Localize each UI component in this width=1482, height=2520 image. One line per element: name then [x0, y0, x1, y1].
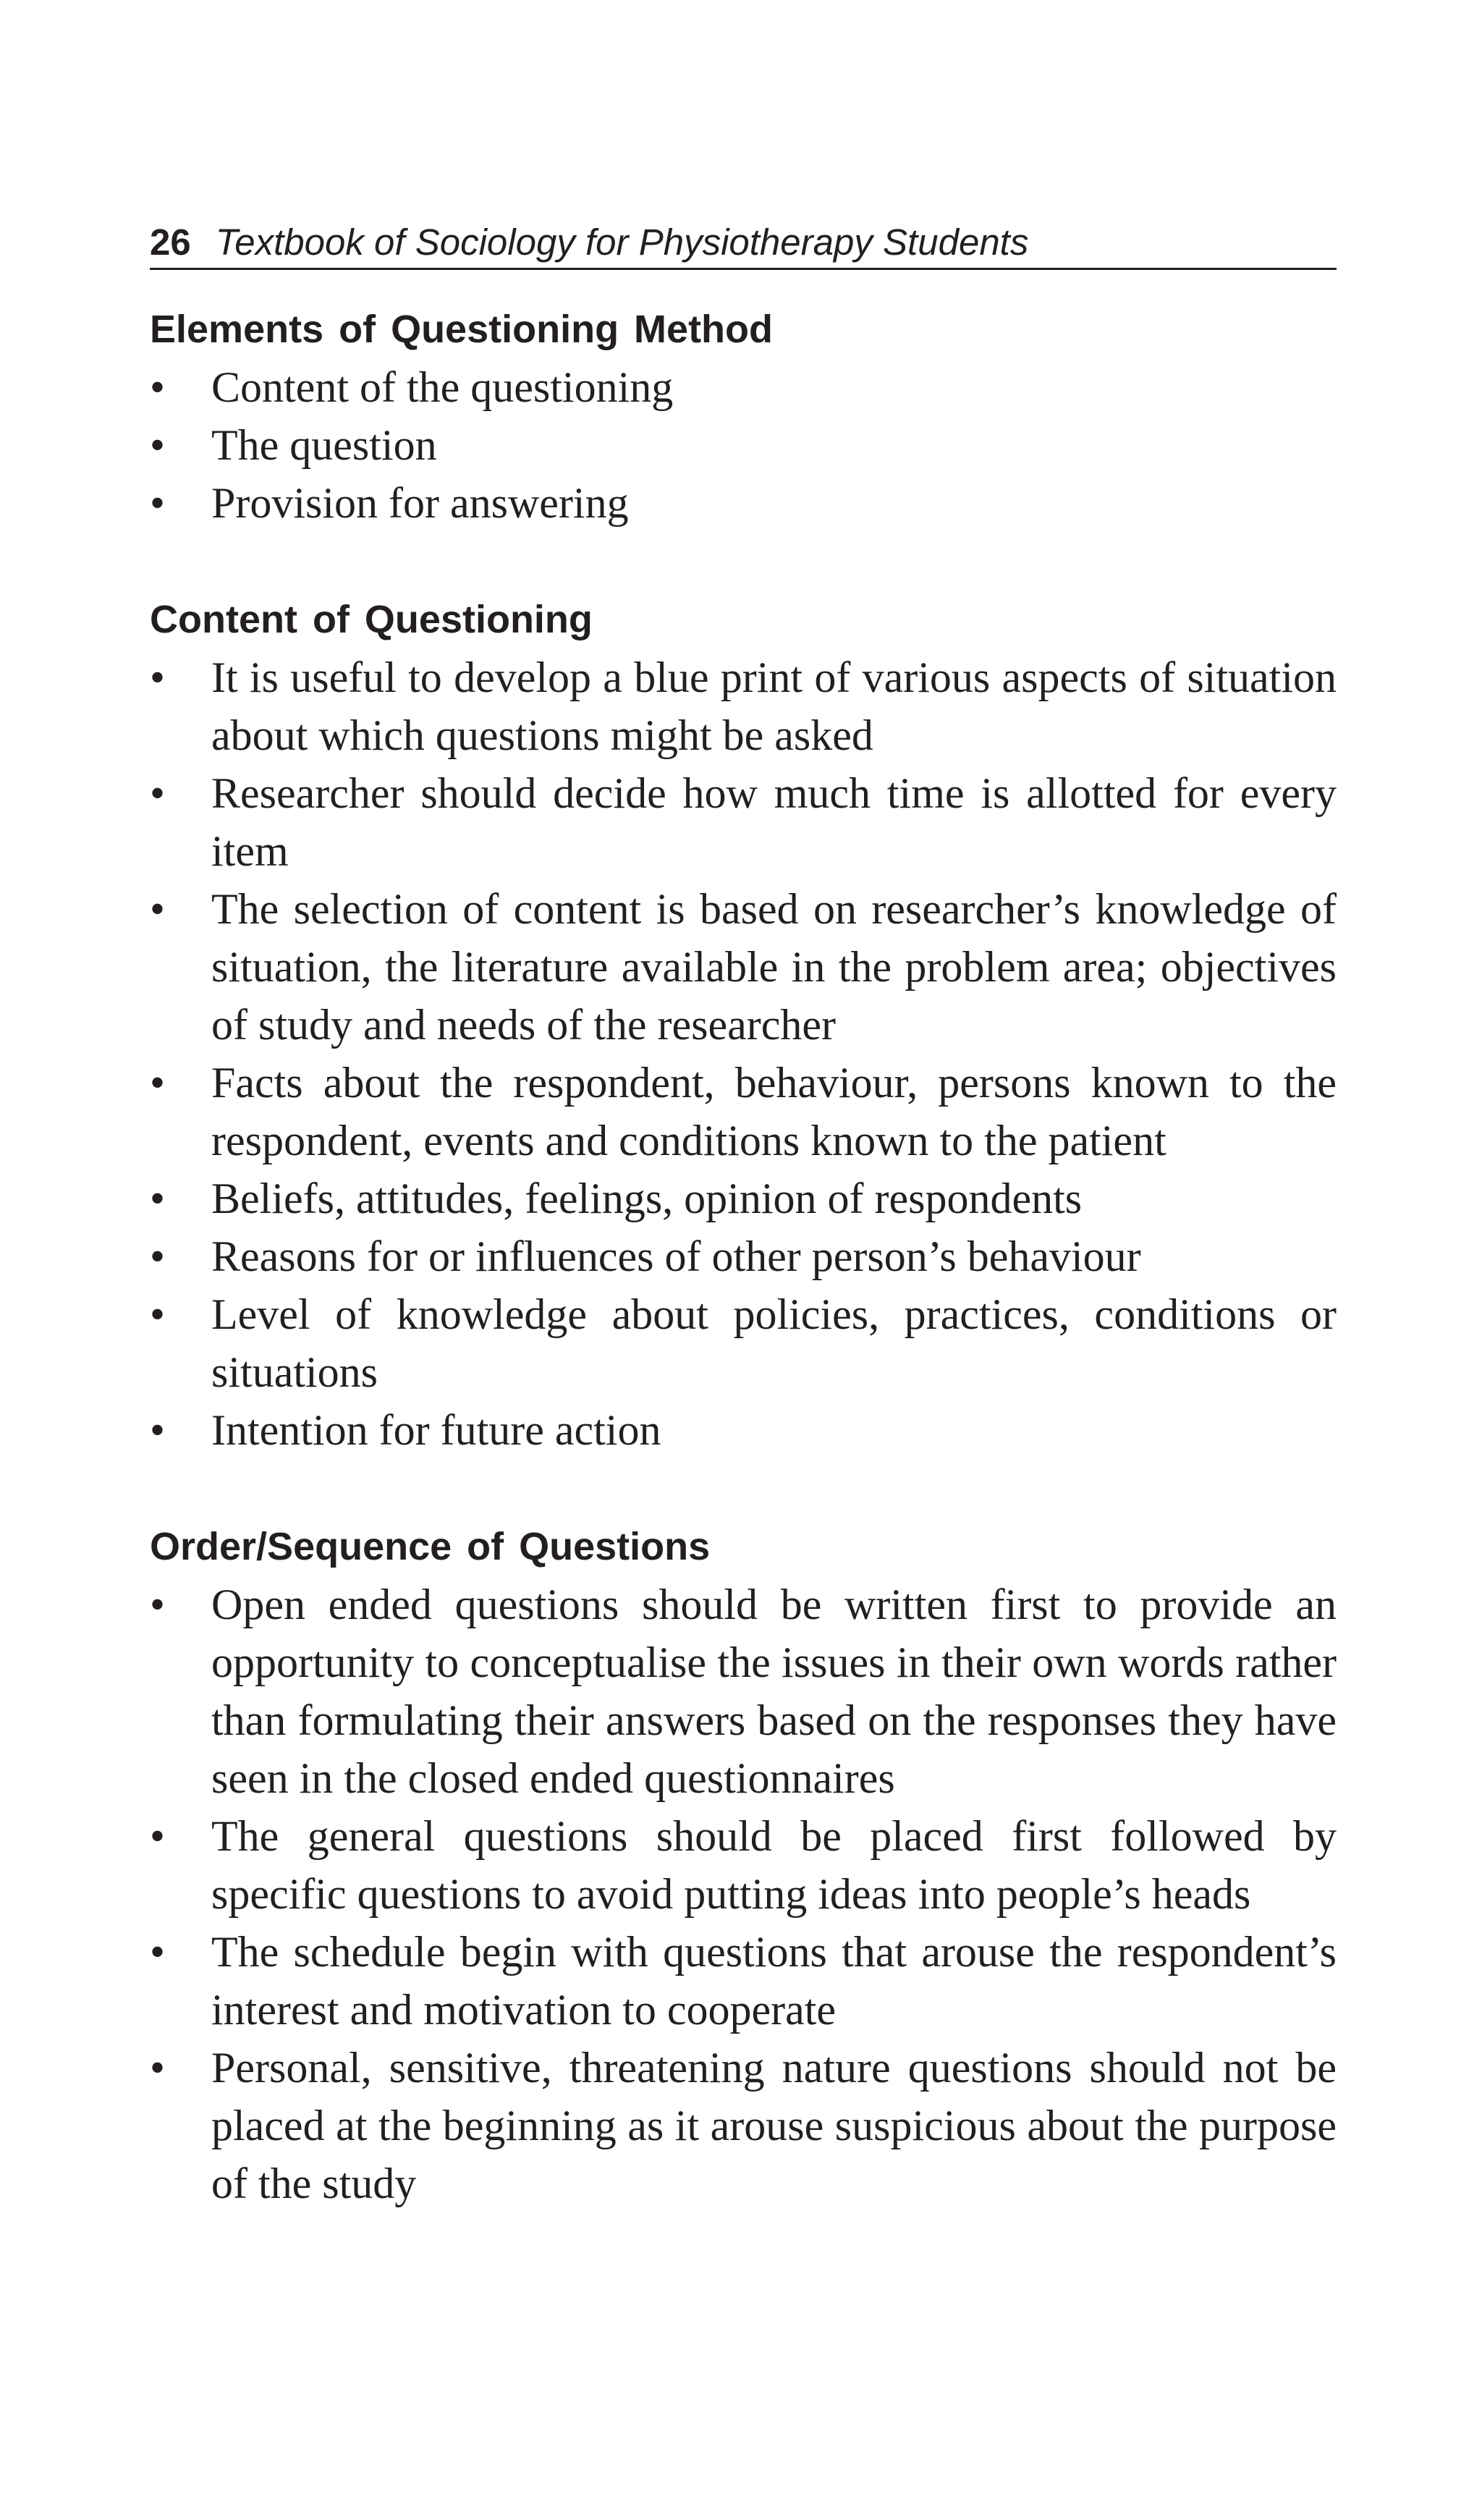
list-item-text: Researcher should decide how much time is allotted for every item [211, 769, 1337, 875]
list-item-text: Intention for future action [211, 1406, 661, 1454]
list-item [150, 358, 1337, 416]
list-item-text: Facts about the respondent, behaviour, persons known to the respondent, events and conditions known to the patient [211, 1059, 1337, 1164]
bullet-list [150, 358, 1337, 532]
list-item [150, 1054, 1337, 1170]
list-item-text: Content of the questioning [211, 363, 674, 411]
list-item-text: Provision for answering [211, 479, 629, 527]
book-page [150, 217, 1337, 2212]
section-heading: Order/Sequence of Questions [150, 1525, 711, 1568]
bullet-icon: • [150, 654, 166, 701]
list-item-text: Open ended questions should be written first to provide an opportunity to conceptualise the issues in their own words rather than formulating their answers based on the responses they have seen in the closed ended questionnaires [211, 1581, 1337, 1802]
running-title: Textbook of Sociology for Physiotherapy Students [215, 221, 1029, 263]
bullet-icon: • [150, 885, 166, 933]
list-item-text: It is useful to develop a blue print of various aspects of situation about which questions might be asked [211, 654, 1337, 759]
list-item [150, 1285, 1337, 1401]
list-item [150, 1227, 1337, 1285]
section-heading: Elements of Questioning Method [150, 308, 774, 351]
list-item [150, 474, 1337, 532]
bullet-icon: • [150, 1581, 166, 1628]
section-content-of-questioning [150, 591, 1337, 1459]
list-item [150, 1807, 1337, 1923]
bullet-list [150, 1576, 1337, 2212]
list-item [150, 2039, 1337, 2212]
bullet-icon: • [150, 2044, 166, 2092]
list-item-text: The selection of content is based on researcher’s knowledge of situation, the literature available in the problem area; objectives of study and needs of the researcher [211, 885, 1337, 1049]
list-item-text: The general questions should be placed first followed by specific questions to avoid putting ideas into people’s heads [211, 1812, 1337, 1918]
list-item-text: Level of knowledge about policies, practices, conditions or situations [211, 1290, 1337, 1396]
bullet-icon: • [150, 363, 166, 411]
section-heading: Content of Questioning [150, 598, 593, 641]
bullet-icon: • [150, 1059, 166, 1107]
bullet-icon: • [150, 1175, 166, 1222]
page-number: 26 [150, 221, 191, 263]
bullet-icon: • [150, 1232, 166, 1280]
bullet-icon: • [150, 1928, 166, 1976]
bullet-icon: • [150, 1290, 166, 1338]
bullet-list [150, 648, 1337, 1459]
bullet-icon: • [150, 421, 166, 469]
running-header [150, 217, 1337, 270]
list-item [150, 764, 1337, 880]
section-elements-of-questioning-method [150, 300, 1337, 532]
list-item-text: The question [211, 421, 437, 469]
list-item-text: Personal, sensitive, threatening nature questions should not be placed at the beginning as it arouse suspicious about the purpose of the study [211, 2044, 1337, 2207]
list-item [150, 416, 1337, 474]
list-item [150, 1576, 1337, 1807]
bullet-icon: • [150, 1406, 166, 1454]
list-item-text: Reasons for or influences of other person’s behaviour [211, 1232, 1141, 1280]
list-item [150, 648, 1337, 764]
list-item [150, 1170, 1337, 1227]
list-item [150, 1401, 1337, 1459]
bullet-icon: • [150, 1812, 166, 1860]
list-item-text: The schedule begin with questions that arouse the respondent’s interest and motivation to cooperate [211, 1928, 1337, 2034]
section-order-sequence-of-questions [150, 1518, 1337, 2212]
list-item [150, 880, 1337, 1054]
list-item [150, 1923, 1337, 2039]
bullet-icon: • [150, 479, 166, 527]
list-item-text: Beliefs, attitudes, feelings, opinion of respondents [211, 1175, 1083, 1222]
bullet-icon: • [150, 769, 166, 817]
